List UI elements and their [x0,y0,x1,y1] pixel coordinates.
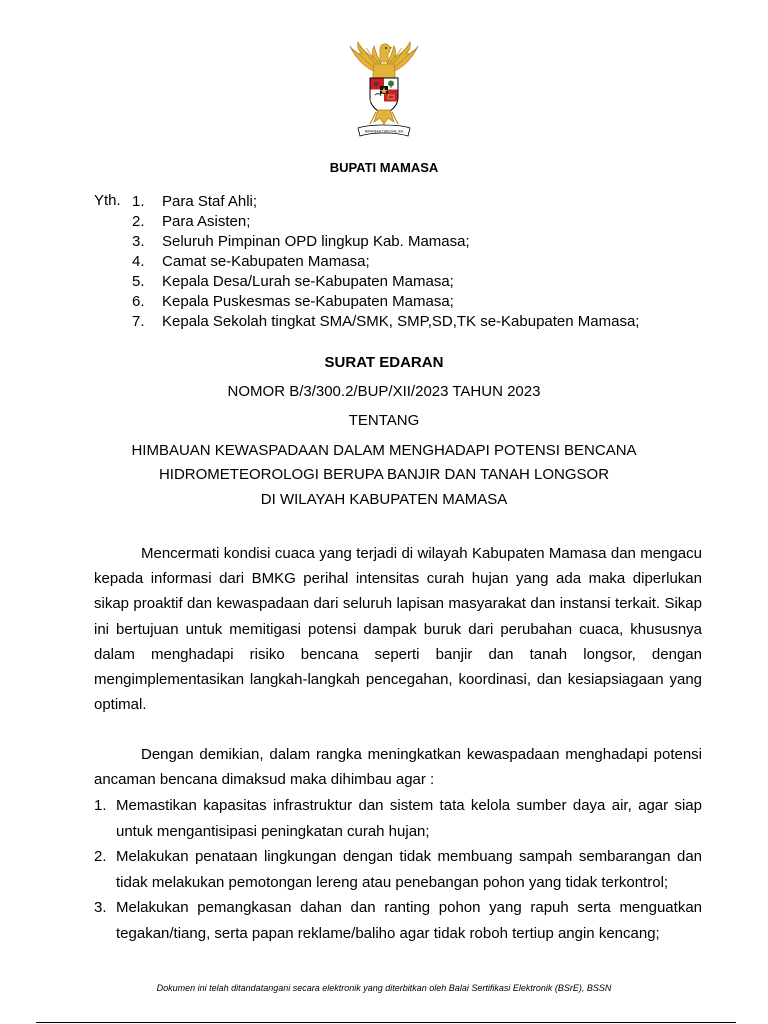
body-paragraph-1: Mencermati kondisi cuaca yang terjadi di wilayah Kabupaten Mamasa dan mengacu kepada informasi dari BMKG perihal intensitas curah hujan yang ada maka diperlukan sikap proaktif dan kewaspadaan dari seluruh lapisan masyarakat dan instansi terkait. Sikap ini bertujuan untuk memitigasi potensi dampak buruk dari perubahan cuaca, khususnya dalam menghadapi risiko bencana seperti banjir dan tanah longsor, dengan mengimplementasikan langkah-langkah pencegahan, koordinasi, dan kesiapsiagaan yang optimal. [94,545,702,714]
subject-line-3: DI WILAYAH KABUPATEN MAMASA [260,491,508,508]
list-item: 1. Para Staf Ahli; [132,193,258,210]
recipients-label: Yth. [94,192,121,209]
letter-type: SURAT EDARAN [324,354,444,371]
official-title: BUPATI MAMASA [329,160,439,175]
recipients-list [132,192,639,332]
body-paragraph-2: Dengan demikian, dalam rangka meningkatkan kewaspadaan menghadapi potensi ancaman bencana dimaksud maka dihimbau agar : [94,746,702,789]
emblem-motto: BHINNEKA TUNGGAL IKA [364,129,404,134]
list-item: 6. Kepala Puskesmas se-Kabupaten Mamasa; [132,293,454,310]
list-item: 2. Melakukan penataan lingkungan dengan tidak membuang sampah sembarangan dan tidak melakukan pemotongan lereng atau penebangan pohon yang tidak terkontrol; [94,848,702,891]
subject-line-1: HIMBAUAN KEWASPADAAN DALAM MENGHADAPI POTENSI BENCANA [131,442,637,459]
list-item: 2. Para Asisten; [132,213,251,230]
list-item: 1. Memastikan kapasitas infrastruktur dan sistem tata kelola sumber daya air, agar siap untuk mengantisipasi peningkatan curah hujan; [94,797,702,840]
about-label: TENTANG [348,412,420,429]
list-item: 3. Melakukan pemangkasan dahan dan ranting pohon yang rapuh serta menguatkan tegakan/tiang, serta papan reklame/baliho agar tidak roboh tertiup angin kencang; [94,899,702,942]
letter-number: NOMOR B/3/300.2/BUP/XII/2023 TAHUN 2023 [227,383,541,400]
instruction-list [94,793,702,946]
list-item: 7. Kepala Sekolah tingkat SMA/SMK, SMP,SD,TK se-Kabupaten Mamasa; [132,313,640,330]
garuda-emblem-icon [344,40,424,144]
list-item: 4. Camat se-Kabupaten Mamasa; [132,253,370,270]
list-item: 5. Kepala Desa/Lurah se-Kabupaten Mamasa; [132,273,454,290]
subject-line-2: HIDROMETEOROLOGI BERUPA BANJIR DAN TANAH LONGSOR [158,466,610,483]
list-item: 3. Seluruh Pimpinan OPD lingkup Kab. Mamasa; [132,233,470,250]
bottom-divider [36,1022,736,1023]
esign-footer-note: Dokumen ini telah ditandatangani secara elektronik yang diterbitkan oleh Balai Sertifikasi Elektronik (BSrE), BSSN [156,983,612,993]
